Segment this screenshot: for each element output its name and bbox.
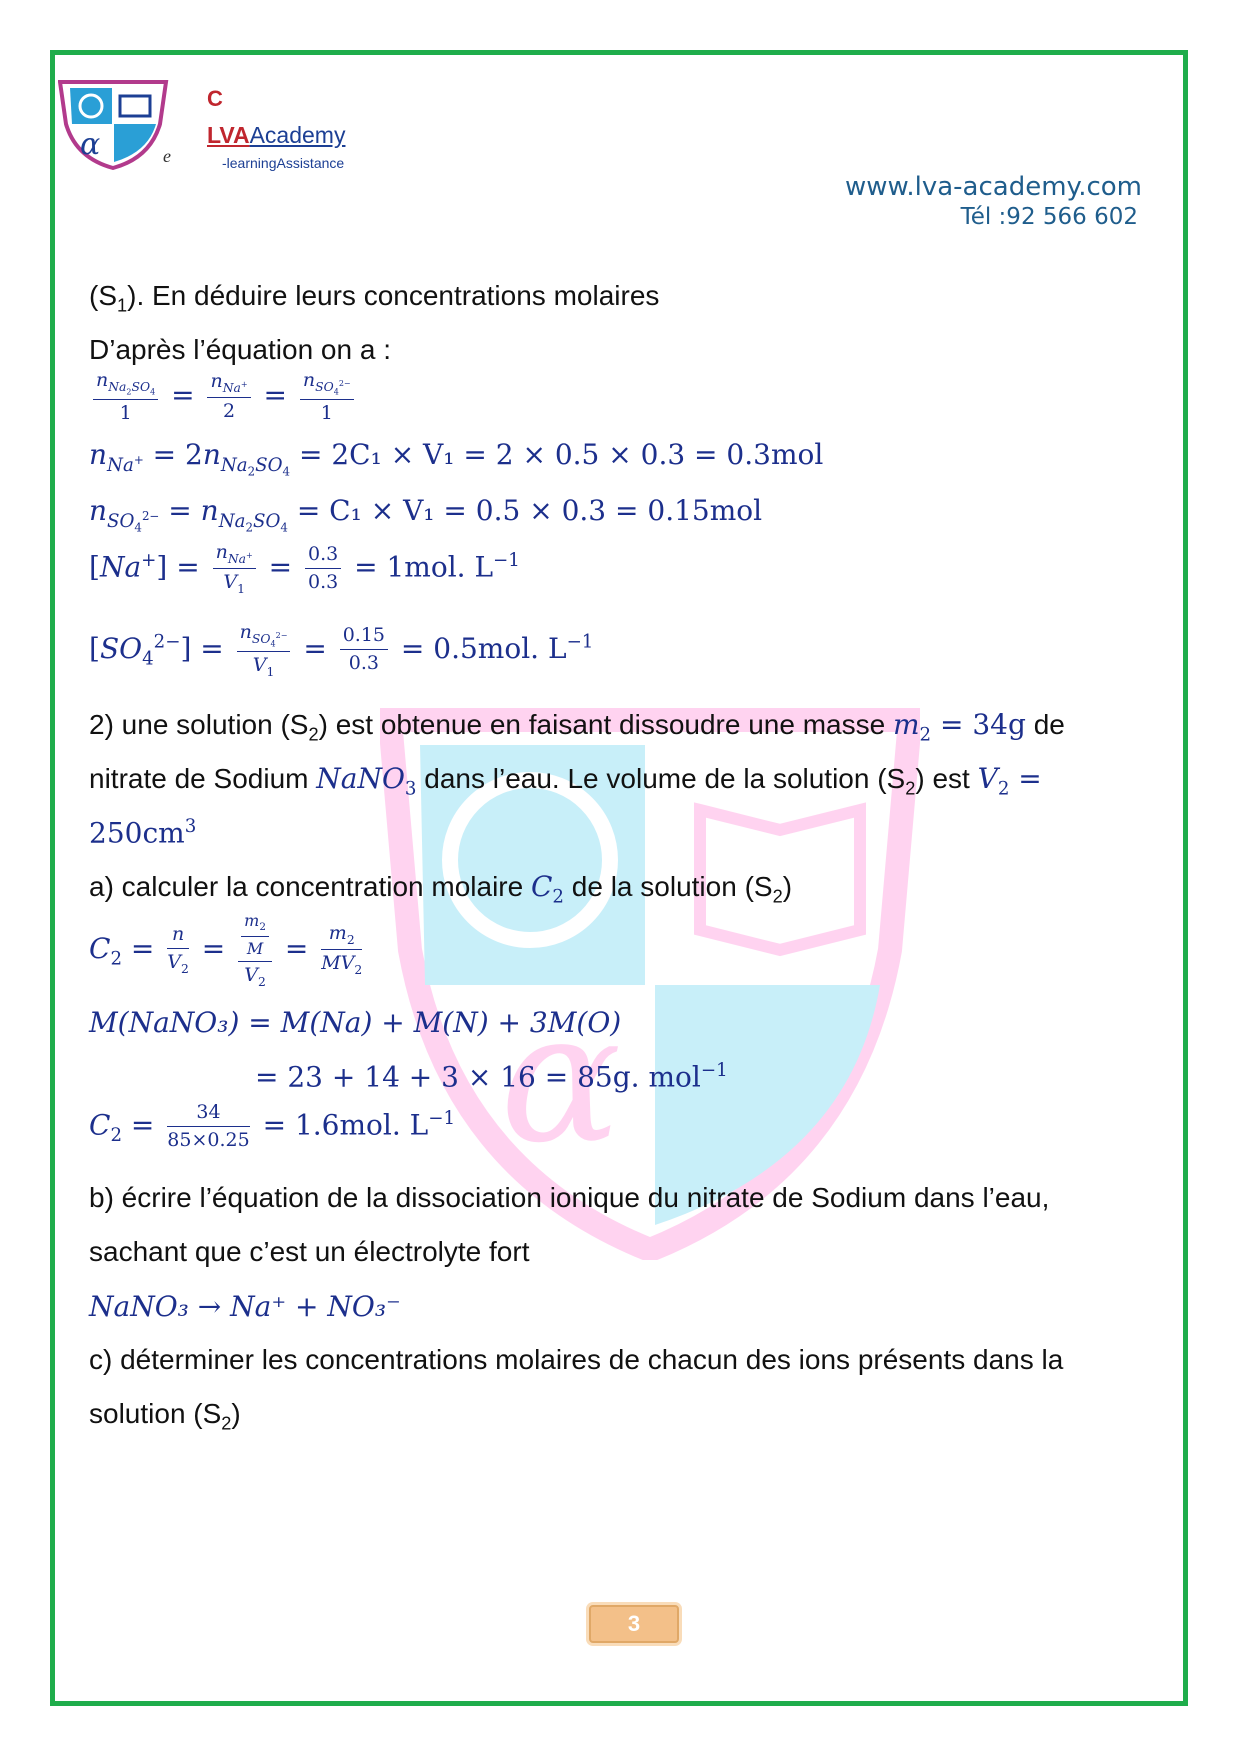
molar-mass-value: = 23 + 14 + 3 × 16 = 85g. mol bbox=[255, 1060, 701, 1094]
q2-line2b: dans l’eau. Le volume de la solution (S bbox=[416, 763, 906, 794]
question-b-line-1: b) écrire l’équation de la dissociation ionique du nitrate de Sodium dans l’eau, bbox=[89, 1182, 1050, 1213]
mole-ratio-equation: $\frac{n_{Na_2SO_4}}{1}$ = $\frac{n_{Na^+}}{2}$ = $\frac{n_{SO_4^{2-}}}{1}$ bbox=[89, 370, 358, 424]
svg-text:α: α bbox=[80, 127, 101, 162]
question-2-line-2: nitrate de Sodium NaNO$_3$ dans l’eau. Le volume de la solution $(S_2)$ est $V_2$ = bbox=[89, 762, 1042, 800]
page-number: 3 bbox=[589, 1605, 679, 1643]
question-b-line-2: sachant que c’est un électrolyte fort bbox=[89, 1236, 530, 1267]
brand-name bbox=[207, 122, 345, 149]
c2-formula: $C_2$ = $\frac{n}{V_2}$ = $\frac{\frac{m_2}{M}}{V_2}$ = $\frac{m_2}{MV_2}$ bbox=[89, 911, 363, 989]
brand-letter-e: e bbox=[163, 146, 171, 166]
question-c-line-1: c) déterminer les concentrations molaires de chacun des ions présents dans la bbox=[89, 1344, 1064, 1375]
c2-frac-num: 34 bbox=[167, 1102, 249, 1127]
equation-intro: D’après l’équation on a : bbox=[89, 334, 391, 365]
na-moles-equation: $n_{Na^+} = 2n_{Na_2SO_4} = 2C_1 \times V_1 = 2 \times 0.5 \times 0.3 = 0.3mol$ bbox=[89, 438, 824, 479]
deduce-heading: $(S_1)$. En déduire leurs concentrations molaires bbox=[89, 280, 660, 316]
question-a: a) calculer la concentration molaire $C_2$ de la solution $(S_2)$ bbox=[89, 870, 793, 908]
brand-tagline: -learningAssistance bbox=[222, 155, 345, 171]
so4-concentration-result: = 0.5mol. L bbox=[400, 631, 567, 665]
q2-line2c: ) est bbox=[915, 763, 978, 794]
c2-result: $C_2$ = $\frac{34}{85\times 0.25}$ = 1.6mol. $L^{-1}$ bbox=[89, 1101, 456, 1151]
q2-mass: = 34g bbox=[940, 708, 1026, 741]
c2-value: = 1.6mol. L bbox=[262, 1108, 429, 1142]
deduce-text: ). En déduire leurs concentrations molaires bbox=[127, 280, 660, 311]
question-2-volume: $250cm^3$ bbox=[89, 816, 197, 850]
na-frac-num: 0.3 bbox=[305, 544, 341, 569]
c2-frac-den: 85×0.25 bbox=[167, 1128, 250, 1151]
website-url: www.lva-academy.com bbox=[844, 172, 1142, 202]
so4-moles-result: = C₁ × V₁ = 0.5 × 0.3 = 0.15mol bbox=[296, 494, 763, 527]
na-concentration-equation: [Na+] = $\frac{n_{Na^+}}{V_1}$ = $\frac{0.3}{0.3}$ = 1mol. $L^{-1}$ bbox=[89, 541, 520, 596]
brand-lva: LVA bbox=[207, 122, 250, 148]
svg-text:α: α bbox=[500, 974, 622, 1183]
q2-de: de bbox=[1025, 709, 1065, 740]
molar-mass-line-2: = 23 + 14 + 3 × 16 = 85g. mol$^{-1}$ bbox=[255, 1060, 728, 1094]
qa-rest: de la solution (S bbox=[564, 871, 773, 902]
q2-line2a: nitrate de Sodium bbox=[89, 763, 317, 794]
brand-letter-c: C bbox=[207, 86, 223, 111]
brand-academy: Academy bbox=[249, 122, 346, 148]
qc-line2: solution (S bbox=[89, 1398, 222, 1429]
question-2-line-1: 2) une solution $(S_2)$ est obtenue en faisant dissoudre une masse $m_2 = 34g$ de bbox=[89, 708, 1065, 746]
na-concentration-result: = 1mol. L bbox=[354, 550, 494, 584]
s1-open: (S bbox=[89, 280, 117, 311]
so4-frac-num: 0.15 bbox=[340, 625, 388, 650]
academy-logo bbox=[58, 78, 170, 170]
so4-concentration-equation: $[SO_4^{2-}]$ = $\frac{n_{SO_4^{2-}}}{V_1}$ = $\frac{0.15}{0.3}$ = 0.5mol. $L^{-1}$ bbox=[89, 621, 594, 679]
q2-mid: ) est obtenue en faisant dissoudre une masse bbox=[318, 709, 893, 740]
so4-frac-den: 0.3 bbox=[348, 652, 379, 675]
so4-moles-equation: $n_{SO_4^{2-}} = n_{Na_2SO_4} = C_1 \times V_1 = 0.5 \times 0.3 = 0.15mol$ bbox=[89, 494, 763, 535]
q2-volume: 250cm bbox=[89, 816, 185, 850]
molar-mass-line-1 bbox=[89, 1006, 621, 1039]
na-moles-result: = 2C₁ × V₁ = 2 × 0.5 × 0.3 = 0.3mol bbox=[298, 438, 824, 471]
dissociation-expr: NaNO₃ → Na⁺ + NO₃⁻ bbox=[89, 1290, 401, 1323]
dissociation-equation bbox=[89, 1290, 401, 1323]
question-c-line-2: solution $(S_2)$ bbox=[89, 1398, 241, 1434]
qa-text: a) calculer la concentration molaire bbox=[89, 871, 531, 902]
q2-intro: 2) une solution (S bbox=[89, 709, 309, 740]
na-frac-den: 0.3 bbox=[307, 570, 339, 593]
phone-number: Tél :92 566 602 bbox=[960, 204, 1138, 230]
molar-mass-expr: M(NaNO₃) = M(Na) + M(N) + 3M(O) bbox=[89, 1006, 622, 1039]
